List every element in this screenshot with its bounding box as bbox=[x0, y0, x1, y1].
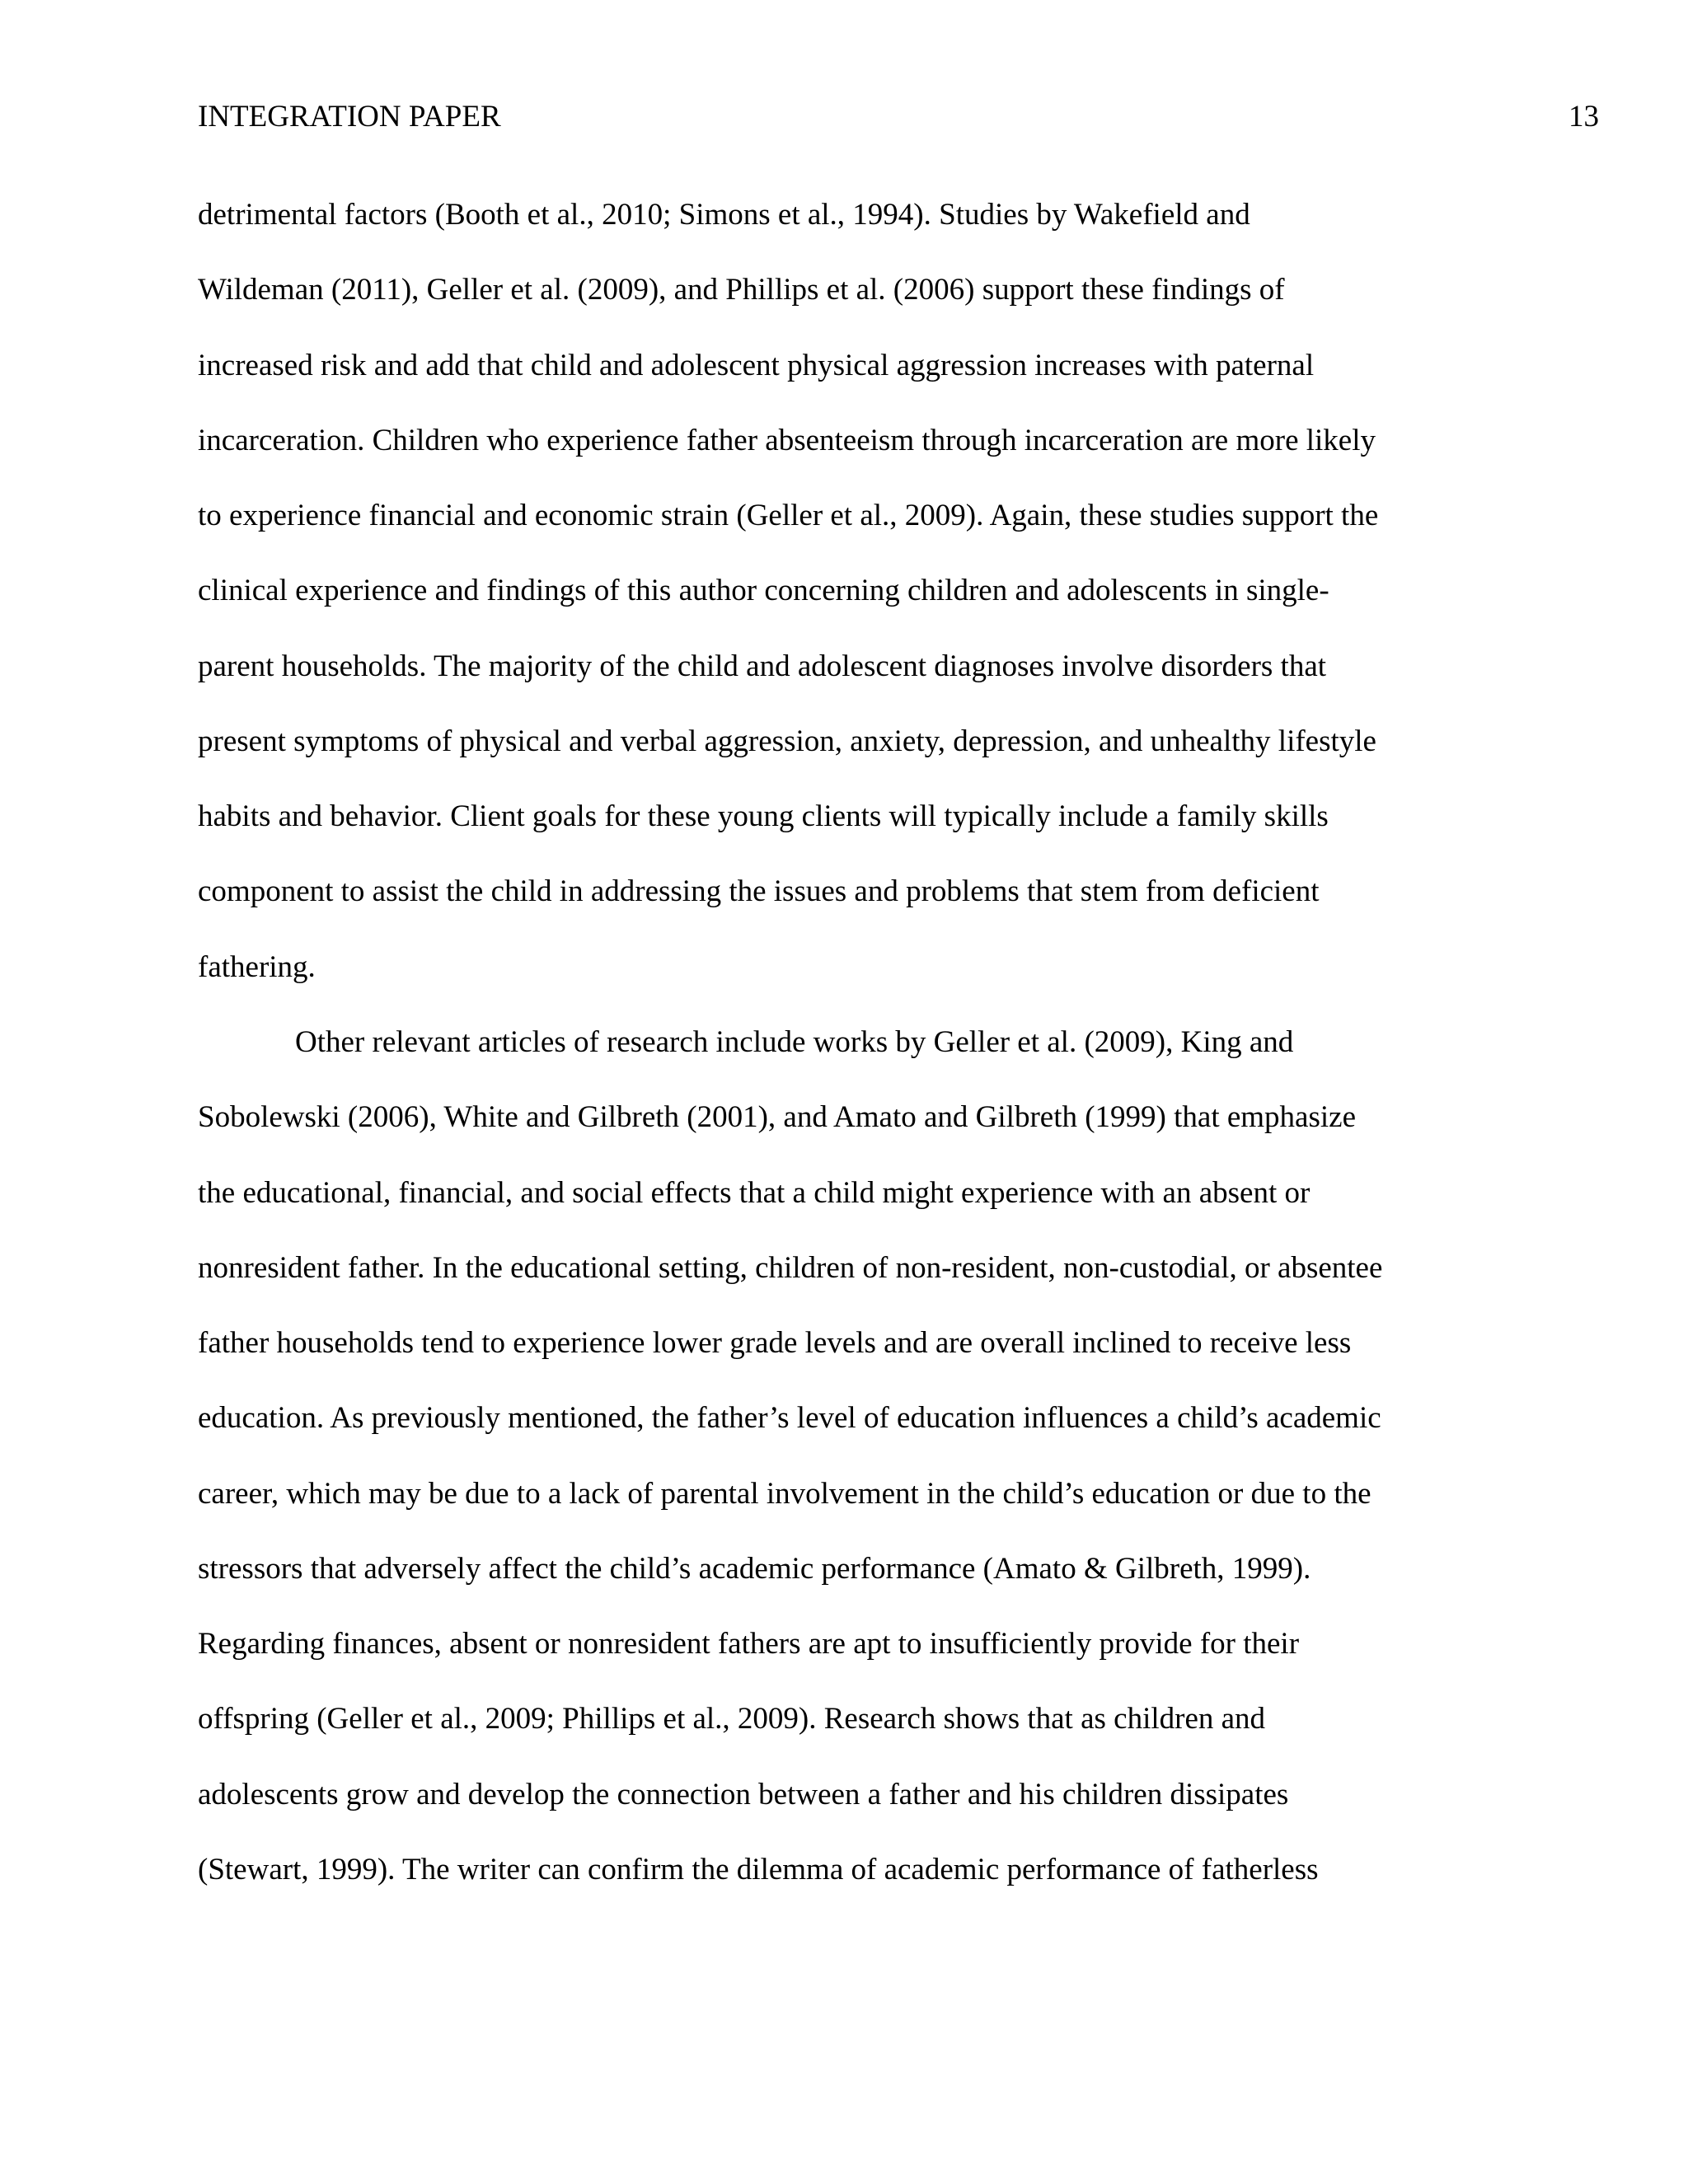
body-line: Sobolewski (2006), White and Gilbreth (2001), and Amato and Gilbreth (1999) that emphasize bbox=[198, 1100, 1357, 1134]
body-line: stressors that adversely affect the child’s academic performance (Amato & Gilbreth, 1999). bbox=[198, 1552, 1311, 1586]
running-head: INTEGRATION PAPER bbox=[198, 100, 501, 134]
body-line: education. As previously mentioned, the father’s level of education influences a child’s academic bbox=[198, 1401, 1381, 1435]
body-line: offspring (Geller et al., 2009; Phillips et al., 2009). Research shows that as children and bbox=[198, 1702, 1266, 1736]
body-line: father households tend to experience lower grade levels and are overall inclined to receive less bbox=[198, 1326, 1352, 1360]
paragraph-first-line: Other relevant articles of research include works by Geller et al. (2009), King and bbox=[295, 1025, 1294, 1059]
body-line: habits and behavior. Client goals for these young clients will typically include a family skills bbox=[198, 799, 1329, 833]
body-line: increased risk and add that child and adolescent physical aggression increases with paternal bbox=[198, 349, 1315, 382]
body-line: component to assist the child in addressing the issues and problems that stem from deficient bbox=[198, 874, 1320, 908]
body-line: (Stewart, 1999). The writer can confirm the dilemma of academic performance of fatherless bbox=[198, 1853, 1319, 1886]
body-line: to experience financial and economic strain (Geller et al., 2009). Again, these studies support the bbox=[198, 499, 1379, 532]
body-line: Regarding finances, absent or nonresident fathers are apt to insufficiently provide for their bbox=[198, 1627, 1300, 1661]
body-line: career, which may be due to a lack of parental involvement in the child’s education or due to the bbox=[198, 1477, 1372, 1511]
body-line: clinical experience and findings of this author concerning children and adolescents in single- bbox=[198, 574, 1329, 607]
body-line: fathering. bbox=[198, 950, 316, 984]
body-line: present symptoms of physical and verbal aggression, anxiety, depression, and unhealthy lifestyle bbox=[198, 724, 1376, 758]
body-line: the educational, financial, and social effects that a child might experience with an absent or bbox=[198, 1176, 1311, 1210]
body-line: nonresident father. In the educational setting, children of non-resident, non-custodial, or absentee bbox=[198, 1251, 1383, 1285]
body-line: incarceration. Children who experience father absenteeism through incarceration are more likely bbox=[198, 424, 1376, 457]
body-line: parent households. The majority of the child and adolescent diagnoses involve disorders that bbox=[198, 649, 1327, 683]
body-line: adolescents grow and develop the connection between a father and his children dissipates bbox=[198, 1778, 1289, 1811]
page-number: 13 bbox=[1568, 100, 1599, 134]
body-line: Wildeman (2011), Geller et al. (2009), and Phillips et al. (2006) support these findings of bbox=[198, 273, 1285, 307]
body-line: detrimental factors (Booth et al., 2010; Simons et al., 1994). Studies by Wakefield and bbox=[198, 198, 1250, 232]
